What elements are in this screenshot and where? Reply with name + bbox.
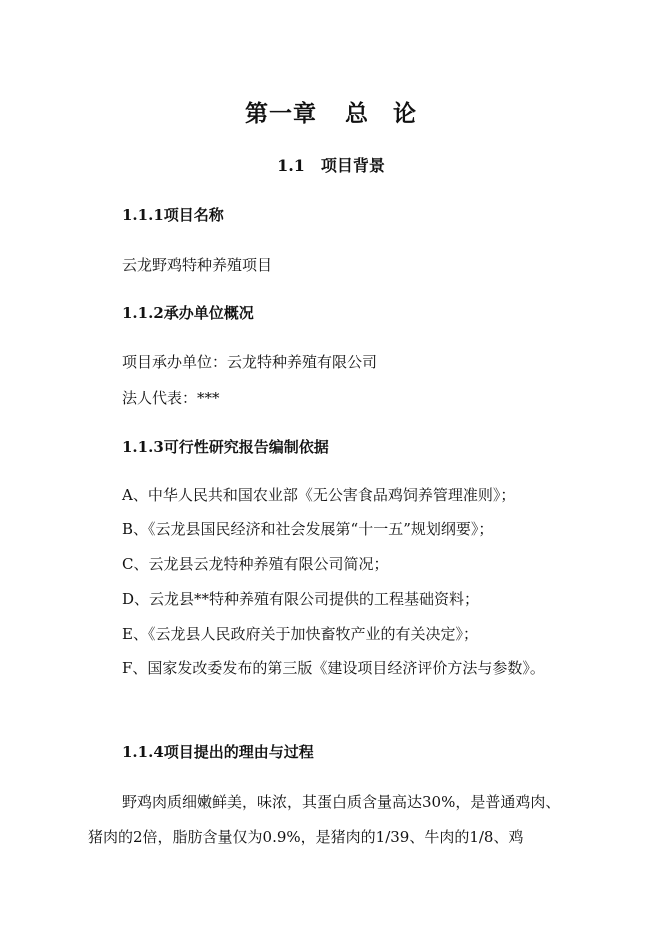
paragraph-line-2: 猪肉的2倍，脂肪含量仅为0.9%，是猪肉的1/39、牛肉的1/8、鸡	[88, 828, 524, 846]
section-title: 项目背景	[320, 156, 385, 175]
basis-item-f: F、国家发改委发布的第三版《建设项目经济评价方法与参数》。	[122, 659, 545, 677]
legal-representative-text: 法人代表：***	[122, 389, 220, 407]
paragraph-line-1: 野鸡肉质细嫩鲜美，味浓，其蛋白质含量高达30%，是普通鸡肉、	[122, 793, 561, 811]
chapter-title: 总 论	[345, 100, 417, 127]
basis-item-d: D、云龙县**特种养殖有限公司提供的工程基础资料；	[122, 590, 480, 608]
chapter-number: 第一章	[245, 100, 317, 127]
basis-item-e: E、《云龙县人民政府关于加快畜牧产业的有关决定》；	[122, 625, 478, 643]
chapter-heading	[0, 100, 662, 128]
subsection-heading-1-1-1: 1.1.1项目名称	[122, 206, 224, 224]
subsection-heading-1-1-3: 1.1.3可行性研究报告编制依据	[122, 438, 329, 456]
section-heading	[0, 156, 662, 176]
subsection-heading-1-1-4: 1.1.4项目提出的理由与过程	[122, 743, 314, 761]
basis-item-c: C、云龙县云龙特种养殖有限公司简况；	[122, 555, 389, 573]
project-name-text: 云龙野鸡特种养殖项目	[122, 256, 273, 274]
subsection-heading-1-1-2: 1.1.2承办单位概况	[122, 304, 254, 322]
basis-item-b: B、《云龙县国民经济和社会发展第“十一五”规划纲要》；	[122, 520, 494, 538]
basis-item-a: A、中华人民共和国农业部《无公害食品鸡饲养管理准则》；	[122, 486, 516, 504]
section-number: 1.1	[277, 156, 305, 175]
sponsor-unit-text: 项目承办单位：云龙特种养殖有限公司	[122, 353, 378, 371]
